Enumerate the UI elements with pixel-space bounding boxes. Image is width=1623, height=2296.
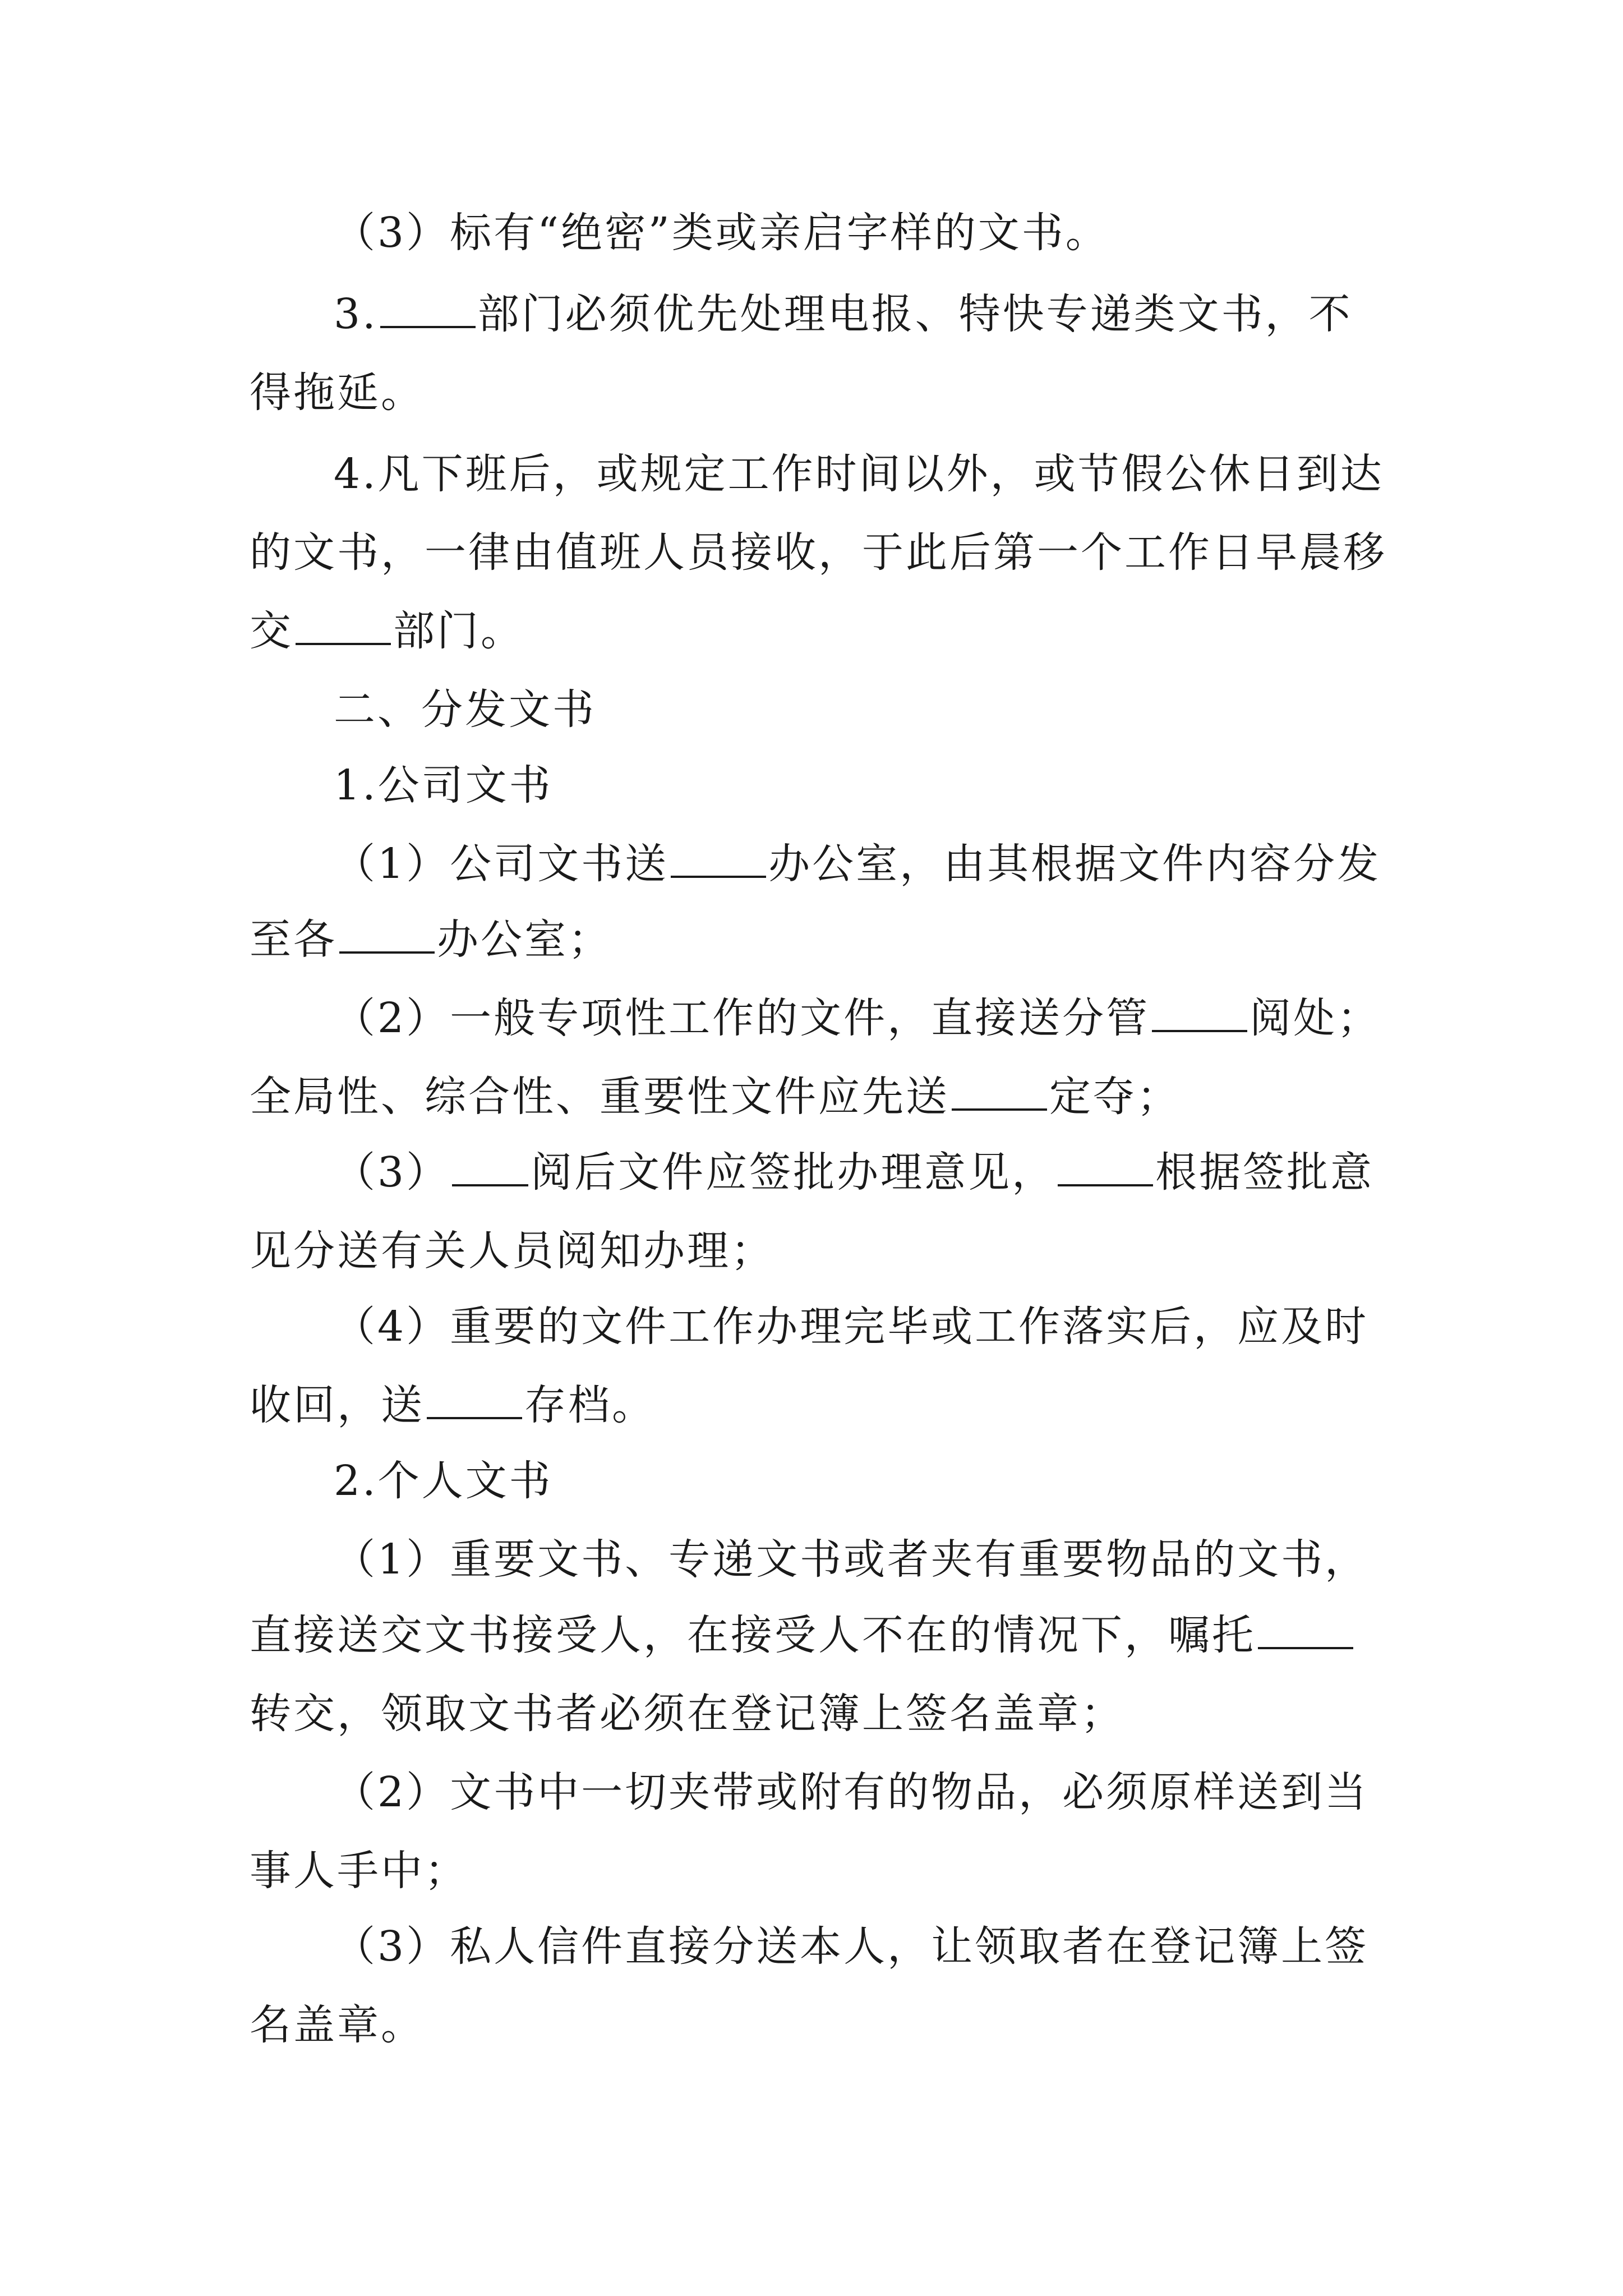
text-segment: 的文书，一律由值班人员接收，于此后第一个工作日早晨移	[250, 528, 1387, 577]
text-segment: 至各	[250, 915, 337, 964]
text-segment: （2）一般专项性工作的文件，直接送分管	[334, 994, 1150, 1042]
fill-in-blank	[1258, 1610, 1353, 1649]
text-line	[334, 191, 1394, 275]
text-line	[250, 1593, 1394, 1677]
fill-in-blank	[339, 914, 435, 954]
text-segment: 全局性、综合性、重要性文件应先送	[250, 1073, 949, 1121]
text-segment: 交	[250, 607, 293, 655]
fill-in-blank	[952, 1071, 1047, 1111]
text-line	[334, 1285, 1394, 1369]
text-segment: 事人手中；	[250, 1847, 468, 1895]
text-line	[334, 1517, 1394, 1602]
text-segment: （4）重要的文件工作办理完毕或工作落实后，应及时	[334, 1303, 1369, 1351]
text-line	[250, 898, 1394, 982]
text-segment: 见分送有关人员阅知办理；	[250, 1227, 774, 1275]
text-segment: 根据签批意	[1155, 1148, 1375, 1197]
text-segment: 名盖章。	[250, 2001, 425, 2049]
text-segment: 得拖延。	[250, 369, 425, 417]
text-segment: 部门。	[393, 607, 524, 655]
text-segment: 3.	[334, 290, 378, 338]
text-line	[250, 1209, 1394, 1293]
fill-in-blank	[296, 606, 391, 645]
text-segment: 4.凡下班后，或规定工作时间以外，或节假公休日到达	[334, 450, 1384, 498]
text-segment: 定夺；	[1049, 1073, 1181, 1121]
fill-in-blank	[380, 289, 476, 328]
text-segment: （3）	[334, 1148, 450, 1197]
fill-in-blank	[671, 839, 766, 878]
text-segment: 转交，领取文书者必须在登记簿上签名盖章；	[250, 1690, 1124, 1738]
text-line	[250, 1055, 1394, 1139]
text-segment: （3）私人信件直接分送本人，让领取者在登记簿上签	[334, 1922, 1369, 1971]
text-line	[250, 589, 1394, 673]
fill-in-blank	[427, 1380, 522, 1419]
text-segment: 2.个人文书	[334, 1457, 553, 1505]
subsection-heading	[334, 743, 1394, 827]
text-segment: 存档。	[524, 1381, 656, 1429]
text-line	[250, 1672, 1394, 1756]
text-line	[334, 1904, 1394, 1989]
text-segment: 直接送交文书接受人，在接受人不在的情况下，嘱托	[250, 1611, 1256, 1659]
text-line	[250, 1983, 1394, 2067]
text-line	[334, 976, 1394, 1060]
text-line	[334, 432, 1394, 516]
text-line	[334, 272, 1394, 356]
text-line	[334, 822, 1394, 906]
fill-in-blank	[452, 1147, 528, 1186]
text-segment: 部门必须优先处理电报、特快专递类文书，不	[477, 290, 1353, 338]
fill-in-blank	[1058, 1147, 1153, 1186]
text-line	[334, 1750, 1394, 1834]
text-segment: 收回，送	[250, 1381, 425, 1429]
text-segment: 1.公司文书	[334, 761, 553, 809]
subsection-heading	[334, 1439, 1394, 1523]
text-line	[250, 510, 1394, 595]
text-line	[250, 1363, 1394, 1447]
text-segment: 二、分发文书	[334, 685, 596, 734]
text-segment: （1）重要文书、专递文书或者夹有重要物品的文书，	[334, 1535, 1369, 1584]
text-segment: 阅处；	[1249, 994, 1381, 1042]
text-line	[250, 351, 1394, 435]
text-segment: （2）文书中一切夹带或附有的物品，必须原样送到当	[334, 1768, 1369, 1816]
fill-in-blank	[1152, 993, 1247, 1032]
text-line	[250, 1829, 1394, 1913]
text-segment: 办公室，由其根据文件内容分发	[768, 840, 1381, 888]
text-line	[334, 1130, 1394, 1214]
text-segment: （3）标有“绝密”类或亲启字样的文书。	[334, 209, 1109, 257]
section-heading	[334, 668, 1394, 752]
text-segment: 阅后文件应签批办理意见，	[531, 1148, 1056, 1197]
text-segment: 办公室；	[437, 915, 612, 964]
text-segment: （1）公司文书送	[334, 840, 669, 888]
